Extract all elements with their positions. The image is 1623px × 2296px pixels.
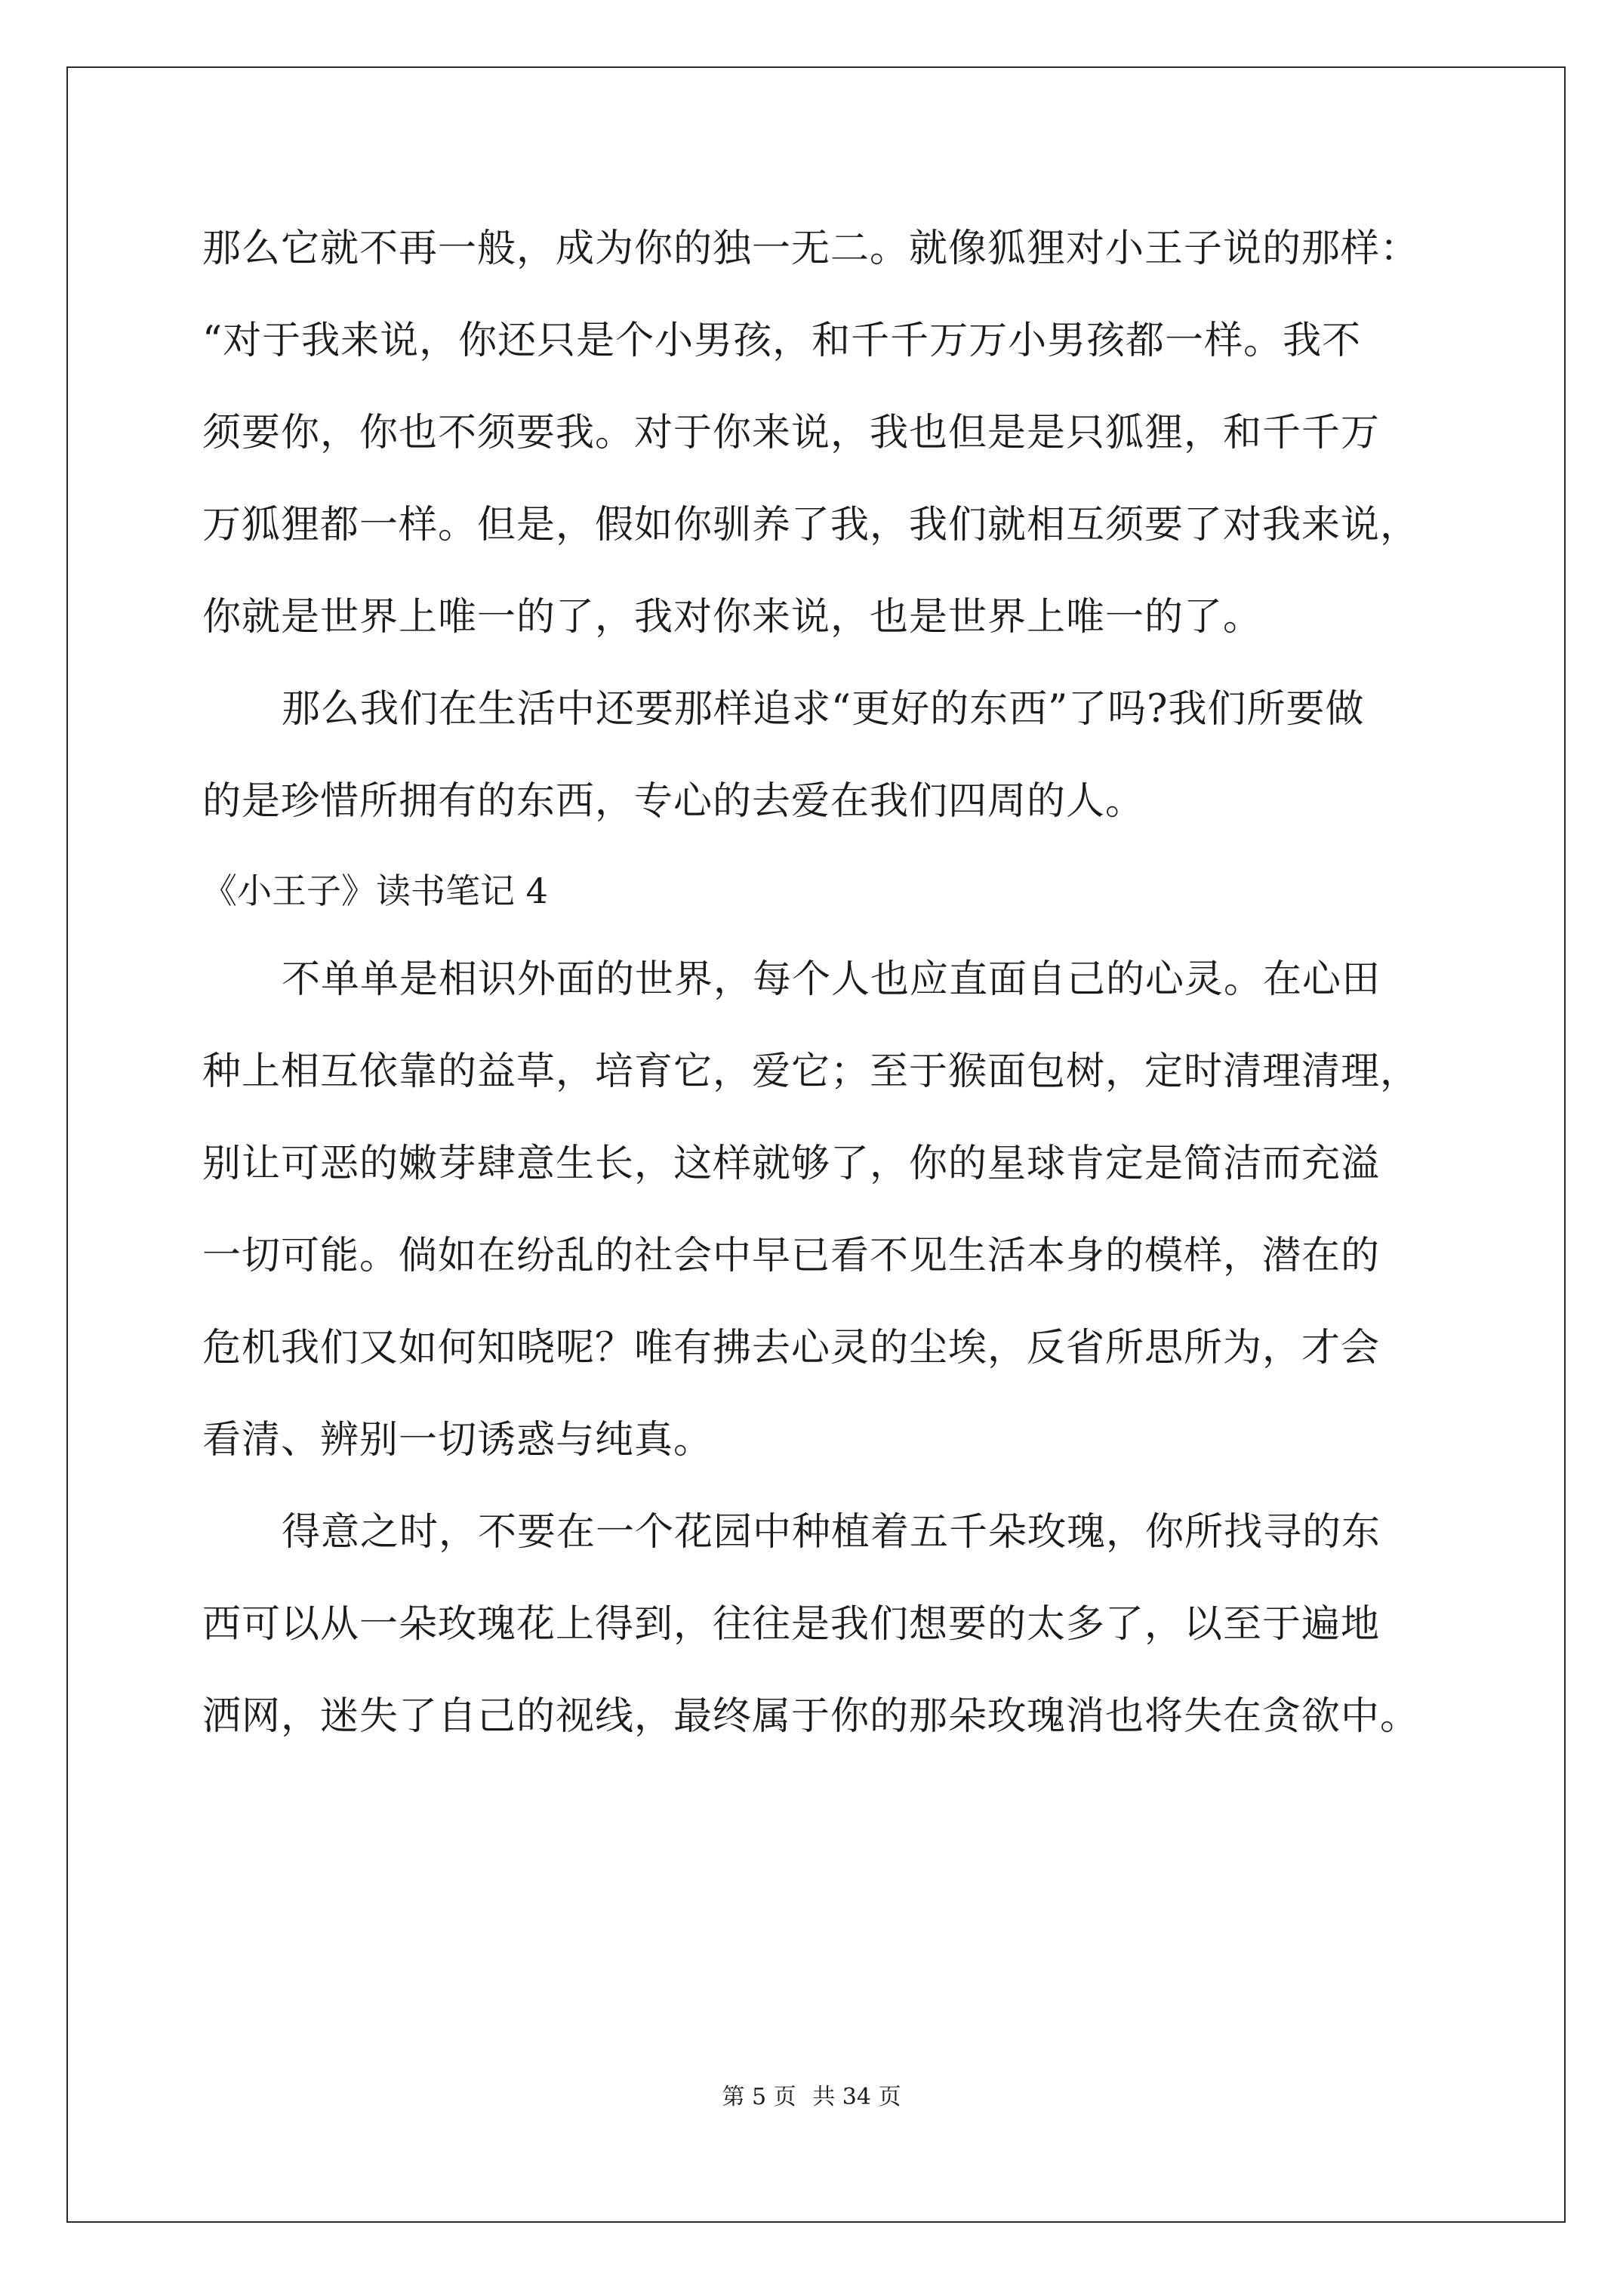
section-title: 《小王子》读书笔记 4	[202, 871, 548, 911]
page-number: 第 5 页	[722, 2084, 796, 2110]
page-total: 共 34 页	[812, 2084, 901, 2110]
body-line: 万狐狸都一样。但是，假如你驯养了我，我们就相互须要了对我来说，	[202, 503, 1420, 547]
body-line: 得意之时，不要在一个花园中种植着五千朵玫瑰，你所找寻的东	[282, 1510, 1381, 1555]
body-line: 洒网，迷失了自己的视线，最终属于你的那朵玫瑰消也将失在贪欲中。	[202, 1694, 1420, 1739]
body-line: 不单单是相识外面的世界，每个人也应直面自己的心灵。在心田	[282, 957, 1381, 1002]
body-line: 须要你，你也不须要我。对于你来说，我也但是是只狐狸，和千千万	[202, 411, 1381, 455]
body-line: 种上相互依靠的益草，培育它，爱它；至于猴面包树，定时清理清理，	[202, 1049, 1420, 1094]
body-line: 那么我们在生活中还要那样追求“更好的东西”了吗?我们所要做	[282, 687, 1365, 732]
body-line: 的是珍惜所拥有的东西，专心的去爱在我们四周的人。	[202, 779, 1145, 824]
body-line: 你就是世界上唯一的了，我对你来说，也是世界上唯一的了。	[202, 595, 1263, 639]
page-footer	[0, 2084, 1623, 2111]
body-line: 看清、辨别一切诱惑与纯真。	[202, 1418, 713, 1462]
body-line: 西可以从一朵玫瑰花上得到，往往是我们想要的太多了，以至于遍地	[202, 1602, 1381, 1647]
body-line: 一切可能。倘如在纷乱的社会中早已看不见生活本身的模样，潜在的	[202, 1234, 1381, 1278]
body-line: 危机我们又如何知晓呢？唯有拂去心灵的尘埃，反省所思所为，才会	[202, 1326, 1381, 1370]
body-line: “对于我来说，你还只是个小男孩，和千千万万小男孩都一样。我不	[202, 319, 1362, 363]
body-line: 那么它就不再一般，成为你的独一无二。就像狐狸对小王子说的那样：	[202, 227, 1420, 271]
body-line: 别让可恶的嫩芽肆意生长，这样就够了，你的星球肯定是简洁而充溢	[202, 1142, 1381, 1186]
